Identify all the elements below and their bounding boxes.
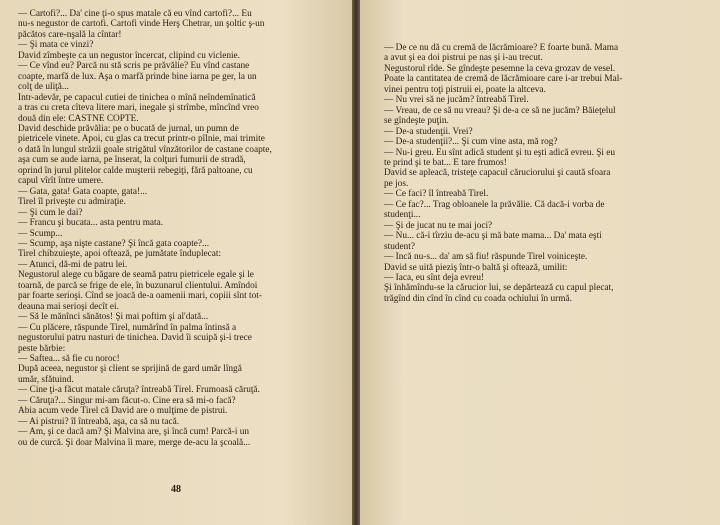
text-line: — Încă nu-s... da' am să fiu! răspunde Tirel voiniceşte. — [384, 252, 588, 263]
text-line: două din ele: CASTNE COPTE. — [18, 113, 139, 124]
text-line: Şi înhămîndu-se la cărucior lui, se depărtează cu capul plecat, — [384, 283, 614, 294]
text-line: umăr, sfătuind. — [18, 374, 74, 385]
text-line: pietricele vinete. Apoi, cu glas ca trecut printr-o pîlnie, mai trimite — [18, 134, 265, 145]
page-number: 48 — [171, 484, 181, 495]
text-line: ou de curcă. Şi doar Malvina îi mare, merge de-acu la şcoală... — [18, 437, 251, 448]
text-line: o dată în lungul străzii goale strigătul vînzătorilor de castane coapte, — [18, 144, 272, 155]
text-line: Într-adevăr, pe capacul cutiei de tinichea o mînă neîndemînatică — [18, 92, 256, 103]
text-line: — Scump, aşa nişte castane? Şi încă gata coapte?... — [18, 238, 210, 249]
text-line: oprind în jurul plitelor calde muşterii rebegiţi, fără paltoane, cu — [18, 165, 253, 176]
text-line: David deschide prăvălia: pe o bucată de jurnal, un pumn de — [18, 123, 239, 134]
text-line: — Cu plăcere, răspunde Tirel, numărînd în palma întinsă a — [18, 322, 237, 333]
text-line: trăgînd din cînd în cînd cu coada ochiului în urmă. — [384, 293, 572, 304]
text-line: — Şi mata ce vinzi? — [18, 40, 94, 51]
text-line: — Şi de jucat nu te mai joci? — [384, 220, 493, 231]
text-line: a tras cu creta cîteva litere mari, inegale şi strîmbe, mîncînd vreo — [18, 103, 259, 114]
text-line: Tirel chibzuieşte, apoi oftează, pe jumătate înduplecat: — [18, 249, 222, 260]
text-line: — Nu vrei să ne jucăm? întreabă Tirel. — [384, 95, 529, 106]
book-gutter — [352, 0, 360, 525]
text-line: a avut şi ea doi pistrui pe nas şi i-au trecut. — [384, 53, 543, 64]
text-line: student? — [384, 241, 415, 252]
text-line: — De-a studenţii. Vrei? — [384, 126, 473, 137]
text-line: peste bărbie: — [18, 343, 66, 354]
text-line: — Să le mănînci sănătos! Şi mai poftim şi al'dată... — [18, 312, 209, 323]
text-line: — Cartofi?... Da' cine ţi-o spus matale că eu vînd cartofi?... Eu — [18, 9, 252, 19]
text-line: Negustorul rîde. Se gîndeşte pesemne la ceva grozav de vesel. — [384, 63, 616, 74]
text-line: Negustorul alege cu băgare de seamă patru pietricele egale şi le — [18, 270, 254, 281]
text-line: — Am, şi ce dacă am? Şi Malvina are, şi încă cum! Parcă-i un — [18, 427, 250, 438]
text-line: vinei pentru toţi pistruii ei, poate la altceva. — [384, 84, 546, 95]
text-line: păcătos care-nşală la cîntar! — [18, 29, 122, 40]
text-line: — Gata, gata! Gata coapte, gata!... — [18, 186, 148, 197]
text-line: coapte, marfă de lux. Aşa o marfă prinde bine iarna pe ger, la un — [18, 71, 257, 82]
text-line: — Francu şi bucata... asta pentru mata. — [18, 218, 164, 229]
text-line: — Şi cum le dai? — [18, 207, 83, 218]
text-line: — De-a studenţii?... Şi cum vine asta, mă rog? — [384, 137, 558, 148]
text-line: — Ce faci? îl întreabă Tirel. — [384, 189, 489, 200]
text-line: Abia acum vede Tirel că David are o mulţime de pistrui. — [18, 406, 228, 417]
text-line: te prind şi te bat... E tare frumos! — [384, 157, 507, 168]
text-line: — Atunci, dă-mi de patru lei. — [18, 259, 128, 270]
text-line: — Căruţa?... Singur mi-am făcut-o. Cine era să mi-o facă? — [18, 395, 236, 406]
text-line: — Ce fac?... Trag obloanele la prăvălie. Că dacă-i vorba de — [384, 199, 605, 210]
text-line: — De ce nu dă cu cremă de lăcrămioare? E foarte bună. Mama — [384, 43, 619, 53]
text-line: Tirel îl priveşte cu admiraţie. — [18, 197, 126, 208]
text-line: pe jos. — [384, 178, 409, 189]
text-line: studenţi... — [384, 210, 421, 221]
text-line: — Saftea... să fie cu noroc! — [18, 353, 120, 364]
text-line: toarnă, de parcă se frige de ele, în buzunarul clientului. Amîndoi — [18, 280, 258, 291]
right-page — [360, 0, 720, 525]
text-line: David zîmbeşte ca un negustor încercat, clipind cu viclenie. — [18, 50, 241, 61]
text-line: David se uită pieziş într-o baltă şi oftează, umilit: — [384, 262, 568, 273]
text-line: colţ de uliţă... — [18, 82, 69, 93]
text-line: negustorului patru nasturi de tinichea. David îi scuipă şi-i trece — [18, 333, 252, 344]
text-line: După aceea, negustor şi client se sprijină de gard umăr lîngă — [18, 364, 242, 375]
text-line: Poate la cantitatea de cremă de lăcrămioare care i-ar trebui Mal- — [384, 74, 623, 85]
text-line: — Cine ţi-a făcut matale căruţa? întreabă Tirel. Frumoasă căruţă. — [18, 385, 260, 396]
text-line: — Iaca, eu sînt deja evreu! — [384, 272, 485, 283]
text-line: se gîndeşte puţin. — [384, 116, 449, 127]
text-line: — Vreau, de ce să nu vreau? Şi de-a ce să ne jucăm? Băieţelul — [384, 105, 616, 116]
text-line: — Scump... — [18, 228, 63, 239]
left-page-text — [18, 9, 338, 448]
text-line: — Ai pistrui? îl întreabă, aşa, ca să nu tacă. — [18, 416, 180, 427]
text-line: David se apleacă, tristeţe capacul căruciorului şi caută sfoara — [384, 168, 611, 179]
text-line: — Ce vînd eu? Parcă nu stă scris pe prăvălie? Eu vînd castane — [18, 61, 250, 72]
right-page-text — [384, 43, 708, 304]
text-line: deauna mai serioşi decît ei. — [18, 301, 119, 312]
text-line: — Nu-i greu. Eu sînt adică student şi tu eşti adică evreu. Şi eu — [384, 147, 616, 158]
text-line: — Nu... că-i tîrziu de-acu şi mă bate mama... Da' mata eşti — [384, 231, 602, 242]
text-line: nu-s negustor de cartofi. Cartofi vinde Herş Chetrar, un şoltic ş-un — [18, 19, 265, 30]
left-page — [0, 0, 352, 525]
text-line: capul vîrît între umere. — [18, 176, 104, 187]
text-line: par foarte serioşi. Cînd se joacă de-a oamenii mari, copiii sînt tot- — [18, 291, 262, 302]
text-line: aşa cum se aude iarna, pe înserat, la colţuri fumurii de stradă, — [18, 155, 246, 166]
